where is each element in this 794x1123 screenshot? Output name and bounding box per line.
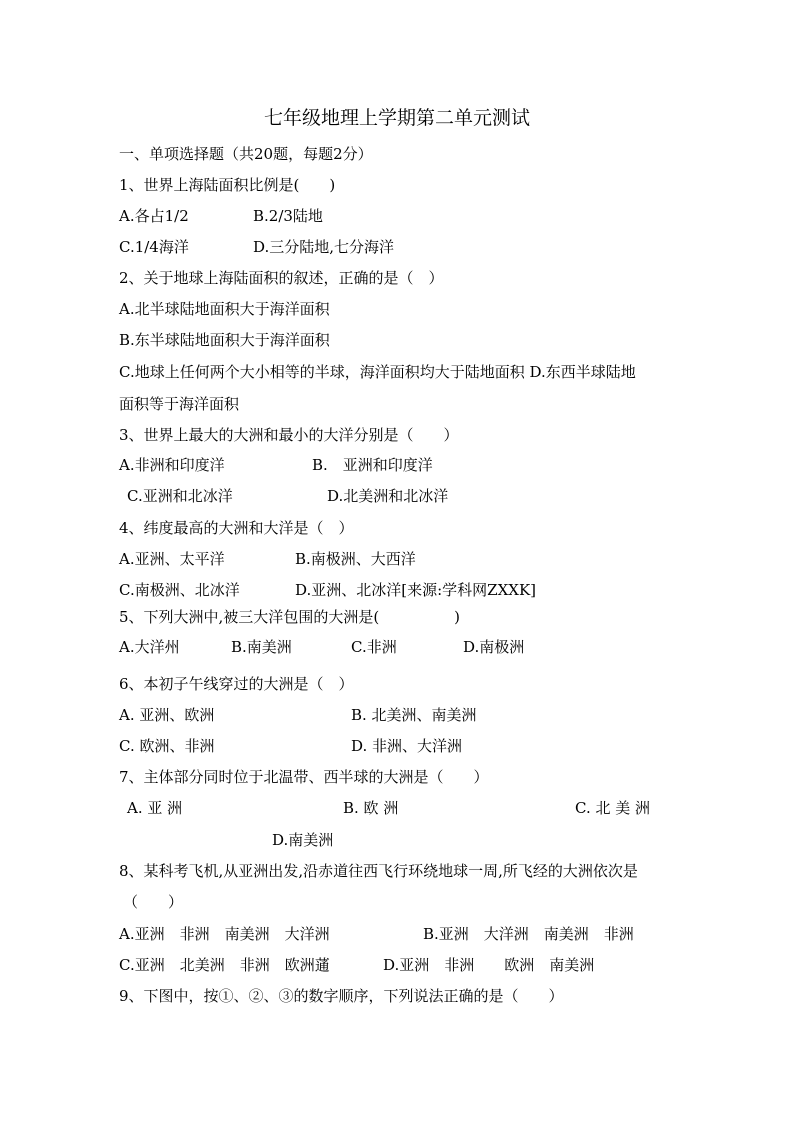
question-8-stem-line-1: 8、某科考飞机,从亚洲出发,沿赤道往西飞行环绕地球一周,所飞经的大洲依次是 bbox=[119, 862, 638, 880]
question-5-option-d: D.南极洲 bbox=[463, 638, 525, 656]
question-8-option-b: B.亚洲 大洋洲 南美洲 非洲 bbox=[423, 925, 634, 943]
question-7-stem: 7、主体部分同时位于北温带、西半球的大洲是（ ） bbox=[119, 768, 489, 786]
question-7-option-d: D.南美洲 bbox=[272, 831, 334, 849]
question-8-option-d: D.亚洲 非洲 欧洲 南美洲 bbox=[383, 956, 595, 974]
question-9-stem: 9、下图中，按①、②、③的数字顺序，下列说法正确的是（ ） bbox=[119, 987, 564, 1005]
question-6-option-c: C. 欧洲、非洲 bbox=[119, 737, 215, 755]
question-3-option-b: B. 亚洲和印度洋 bbox=[312, 456, 433, 474]
question-8-stem-line-2: （ ） bbox=[123, 893, 184, 911]
question-3-option-a: A.非洲和印度洋 bbox=[119, 456, 225, 474]
question-1-option-a: A.各占1/2 bbox=[119, 207, 189, 225]
question-4-option-d: D.亚洲、北冰洋[来源:学科网ZXXK] bbox=[295, 581, 537, 599]
question-2-option-c-line-1: C.地球上任何两个大小相等的半球，海洋面积均大于陆地面积 D.东西半球陆地 bbox=[119, 363, 636, 381]
question-2-option-a: A.北半球陆地面积大于海洋面积 bbox=[119, 300, 330, 318]
question-4-option-a: A.亚洲、太平洋 bbox=[119, 550, 225, 568]
question-4-option-b: B.南极洲、大西洋 bbox=[295, 550, 416, 568]
question-2-option-b: B.东半球陆地面积大于海洋面积 bbox=[119, 331, 330, 349]
question-5-option-c: C.非洲 bbox=[351, 638, 397, 656]
question-2-stem: 2、关于地球上海陆面积的叙述，正确的是（ ） bbox=[119, 269, 444, 287]
question-3-stem: 3、世界上最大的大洲和最小的大洋分别是（ ） bbox=[119, 426, 459, 444]
question-1-stem: 1、世界上海陆面积比例是( ) bbox=[119, 176, 336, 194]
question-2-option-c-line-2: 面积等于海洋面积 bbox=[119, 395, 240, 413]
question-8-option-a: A.亚洲 非洲 南美洲 大洋洲 bbox=[119, 925, 330, 943]
question-6-option-a: A. 亚洲、欧洲 bbox=[119, 706, 215, 724]
question-7-option-b: B. 欧 洲 bbox=[343, 799, 399, 817]
question-4-option-c: C.南极洲、北冰洋 bbox=[119, 581, 240, 599]
section-heading: 一、单项选择题（共20题，每题2分） bbox=[119, 145, 373, 163]
question-6-option-d: D. 非洲、大洋洲 bbox=[351, 737, 463, 755]
question-1-option-c: C.1/4海洋 bbox=[119, 238, 189, 256]
question-7-option-c: C. 北 美 洲 bbox=[575, 799, 651, 817]
question-4-stem: 4、纬度最高的大洲和大洋是（ ） bbox=[119, 519, 354, 537]
question-1-option-b: B.2/3陆地 bbox=[253, 207, 323, 225]
question-5-option-b: B.南美洲 bbox=[231, 638, 292, 656]
question-1-option-d: D.三分陆地,七分海洋 bbox=[253, 238, 395, 256]
question-3-option-d: D.北美洲和北冰洋 bbox=[327, 487, 449, 505]
page-title: 七年级地理上学期第二单元测试 bbox=[263, 107, 530, 129]
question-8-option-c: C.亚洲 北美洲 非洲 欧洲蓪 bbox=[119, 956, 330, 974]
question-5-stem: 5、下列大洲中,被三大洋包围的大洲是( ) bbox=[119, 608, 461, 626]
question-3-option-c: C.亚洲和北冰洋 bbox=[127, 487, 233, 505]
question-5-option-a: A.大洋州 bbox=[119, 638, 180, 656]
question-6-stem: 6、本初子午线穿过的大洲是（ ） bbox=[119, 675, 354, 693]
question-7-option-a: A. 亚 洲 bbox=[127, 799, 183, 817]
question-6-option-b: B. 北美洲、南美洲 bbox=[351, 706, 477, 724]
